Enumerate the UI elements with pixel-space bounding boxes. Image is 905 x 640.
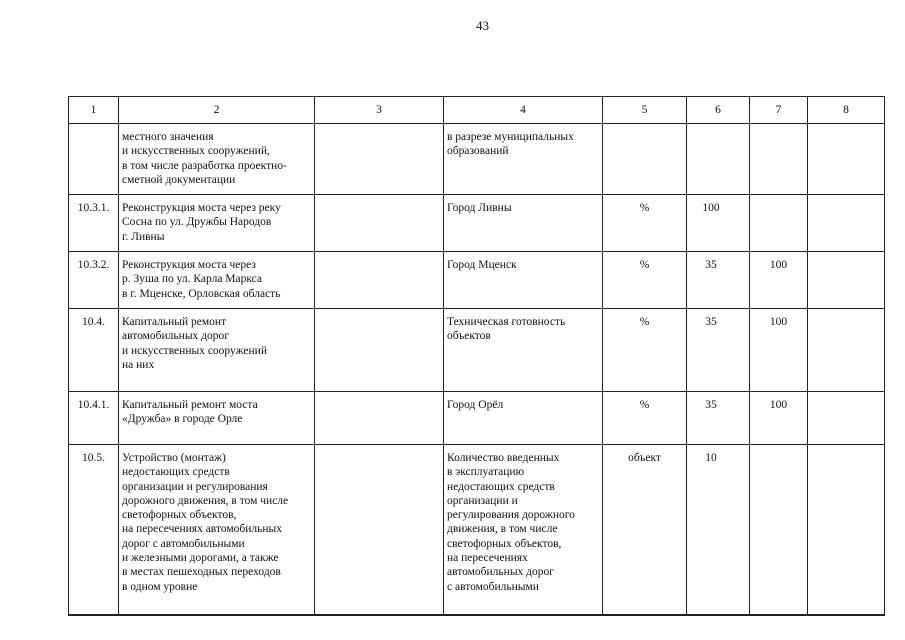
page-number: 43 — [476, 18, 489, 33]
row-number-cell — [69, 445, 119, 616]
cell-text: Капитальный ремонт моста «Дружба» в городе Орле — [122, 399, 258, 426]
indicator-cell — [444, 392, 603, 445]
value-col8-cell — [808, 392, 885, 445]
cell-text: 10 — [705, 452, 717, 464]
value-col7-cell — [750, 124, 808, 195]
cell-text: 35 — [705, 316, 717, 328]
row-number-cell — [69, 309, 119, 392]
cell-text: Капитальный ремонт автомобильных дорог и искусственных сооружений на них — [122, 316, 267, 371]
value-col8-cell — [808, 124, 885, 195]
indicator-cell — [444, 252, 603, 309]
column-3-cell — [315, 445, 444, 616]
cell-text: в разрезе муниципальных образований — [447, 131, 574, 158]
cell-text: 35 — [705, 259, 717, 271]
cell-text: Реконструкция моста через р. Зуша по ул. Карла Маркса в г. Мценске, Орловская область — [122, 259, 281, 300]
cell-text — [69, 124, 118, 130]
cell-text — [808, 392, 884, 398]
unit-cell — [603, 252, 687, 309]
row-number-cell — [69, 124, 119, 195]
value-col8-cell — [808, 309, 885, 392]
header-cell: 8 — [808, 97, 885, 124]
cell-text — [315, 252, 443, 258]
cell-text — [808, 195, 884, 201]
cell-text — [750, 124, 807, 130]
value-col7-cell — [750, 252, 808, 309]
header-row — [69, 97, 885, 124]
column-3-cell — [315, 252, 444, 309]
cell-text: местного значения и искусственных сооружений, в том числе разработка проектно- сметной документации — [122, 131, 287, 186]
unit-cell — [603, 195, 687, 252]
row-number-cell — [69, 252, 119, 309]
value-col6-cell — [687, 445, 750, 616]
table-row — [69, 252, 885, 309]
cell-text: % — [639, 259, 650, 271]
cell-text — [808, 309, 884, 315]
cell-text — [315, 195, 443, 201]
cell-text — [750, 195, 807, 201]
header-cell: 5 — [603, 97, 687, 124]
header-cell: 4 — [444, 97, 603, 124]
cell-text: 100 — [769, 259, 788, 271]
cell-text: 10.4.1. — [77, 399, 110, 411]
table-body — [69, 97, 885, 616]
value-col7-cell — [750, 309, 808, 392]
cell-text: Реконструкция моста через реку Сосна по ул. Дружбы Народов г. Ливны — [122, 202, 281, 243]
value-col6-cell — [687, 309, 750, 392]
column-3-cell — [315, 392, 444, 445]
indicator-cell — [444, 195, 603, 252]
program-table — [68, 96, 885, 616]
cell-text — [603, 124, 686, 130]
value-col8-cell — [808, 195, 885, 252]
value-col6-cell — [687, 252, 750, 309]
table-row — [69, 124, 885, 195]
cell-text: Город Орёл — [447, 399, 504, 411]
unit-cell — [603, 309, 687, 392]
cell-text: Количество введенных в эксплуатацию недостающих средств организации и регулирования дорожного движения, в том числе светофорных объектов, на пересечениях автомобильных дорог с автомобильными — [447, 452, 575, 593]
activity-name-cell — [119, 392, 315, 445]
header-cell: 3 — [315, 97, 444, 124]
cell-text: Город Мценск — [447, 259, 517, 271]
cell-text: 10.3.2. — [77, 259, 110, 271]
cell-text: 10.3.1. — [77, 202, 110, 214]
cell-text: 100 — [769, 399, 788, 411]
cell-text — [315, 309, 443, 315]
cell-text — [315, 124, 443, 130]
value-col7-cell — [750, 392, 808, 445]
header-cell: 6 — [687, 97, 750, 124]
row-number-cell — [69, 195, 119, 252]
table-row — [69, 392, 885, 445]
value-col6-cell — [687, 124, 750, 195]
indicator-cell — [444, 445, 603, 616]
indicator-cell — [444, 124, 603, 195]
cell-text — [315, 445, 443, 451]
value-col7-cell — [750, 445, 808, 616]
cell-text — [315, 392, 443, 398]
cell-text: Город Ливны — [447, 202, 512, 214]
value-col6-cell — [687, 392, 750, 445]
activity-name-cell — [119, 195, 315, 252]
column-3-cell — [315, 309, 444, 392]
cell-text: объект — [628, 452, 661, 464]
value-col8-cell — [808, 252, 885, 309]
cell-text — [687, 124, 749, 130]
unit-cell — [603, 124, 687, 195]
unit-cell — [603, 445, 687, 616]
activity-name-cell — [119, 309, 315, 392]
column-3-cell — [315, 195, 444, 252]
unit-cell — [603, 392, 687, 445]
activity-name-cell — [119, 252, 315, 309]
table-row — [69, 195, 885, 252]
value-col6-cell — [687, 195, 750, 252]
header-cell: 1 — [69, 97, 119, 124]
cell-text: 100 — [702, 202, 720, 214]
activity-name-cell — [119, 445, 315, 616]
cell-text — [750, 445, 807, 451]
cell-text: Техническая готовность объектов — [447, 316, 566, 343]
table-row — [69, 445, 885, 616]
value-col8-cell — [808, 445, 885, 616]
cell-text: 10.4. — [82, 316, 105, 328]
header-cell: 2 — [119, 97, 315, 124]
row-number-cell — [69, 392, 119, 445]
header-cell: 7 — [750, 97, 808, 124]
cell-text — [808, 252, 884, 258]
cell-text: 100 — [769, 316, 788, 328]
activity-name-cell — [119, 124, 315, 195]
cell-text: % — [639, 316, 650, 328]
cell-text: % — [639, 202, 650, 214]
cell-text — [808, 445, 884, 451]
cell-text: % — [639, 399, 650, 411]
column-3-cell — [315, 124, 444, 195]
table-row — [69, 309, 885, 392]
value-col7-cell — [750, 195, 808, 252]
cell-text: 10.5. — [82, 452, 105, 464]
cell-text — [808, 124, 884, 130]
cell-text: 35 — [705, 399, 717, 411]
cell-text: Устройство (монтаж) недостающих средств организации и регулирования дорожного движения, в том числе светофорных объектов, на пересечениях автомобильных дорог с автомобильными и железными дорогами, а также в местах пешеходных переходов в одном уровне — [122, 452, 289, 593]
indicator-cell — [444, 309, 603, 392]
